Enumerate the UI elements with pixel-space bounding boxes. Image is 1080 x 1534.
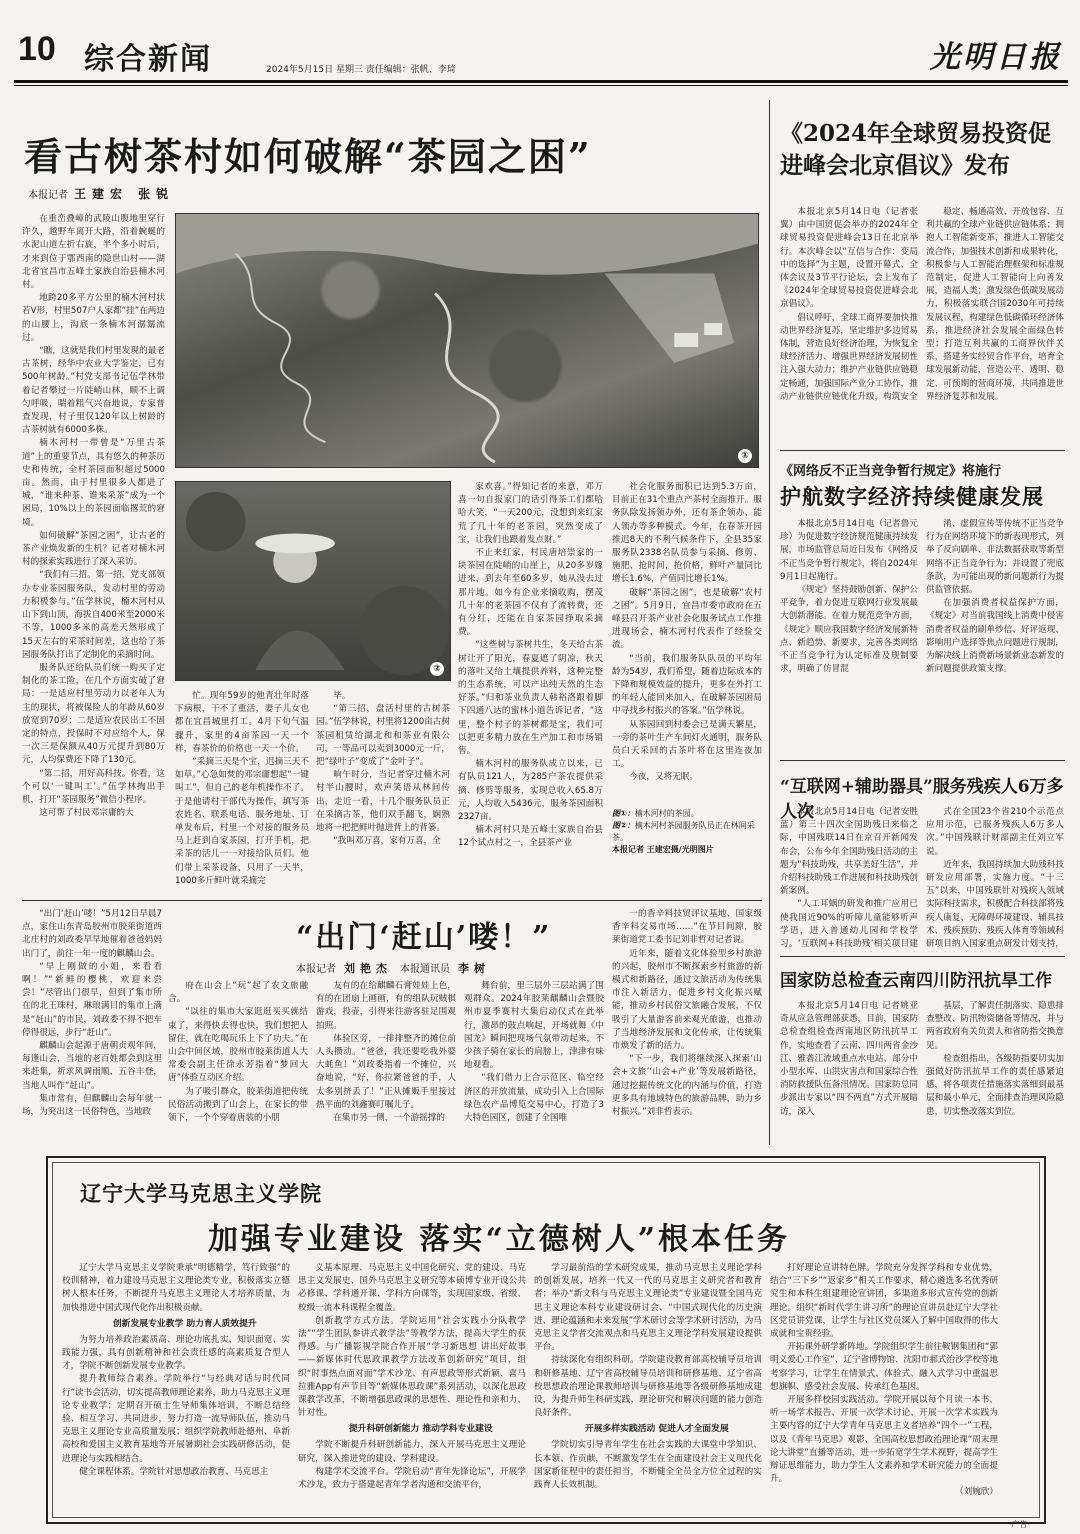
paragraph: 检查组指出，各级防指要切实加强做好防汛抗旱工作的责任感紧迫感，将各项责任措施落实落细到最基层和最小单元，全面排查治理风险隐患，切实整改落实到位。 [926,1053,1064,1117]
brief-divider [780,956,1065,957]
brief-1-headline: 《2024年全球贸易投资促进峰会北京倡议》发布 [780,120,1052,179]
paragraph: 今夜，又将无眠。 [629,772,698,783]
ad-tag: ·广告· [1008,1520,1030,1529]
paragraph: 为了吸引群众，胶莱街道把传统民俗活动搬到了山会上，在家长的带领下，一个个穿着唐装的小朋 [168,1086,308,1124]
paragraph: 构建学术交流平台。学院启动“青年先锋论坛”，开展学术沙龙，致力于搭建起青年学者沟通和交流平台， [298,1466,526,1491]
paragraph: “我叫邓万喜，家有万喜，全 [333,836,441,847]
paragraph: “人工耳蜗的研发和推广应用已使我国近90%的听障儿童能够听声学语，进入普通幼儿园和学校学习。‘互联网+科技助残’相关项目建 [780,899,918,950]
photo-number-1: ① [738,449,752,463]
paragraph: “以往的集市大家逛逛买买就结束了，来得快去得也快，我们想把人留住，就在吃喝玩乐上下了功夫。”在山会中间区域，胶州市胶莱街道人大常委会副主任徐永芳指着“梦回大唐”体验互动区介绍。 [168,1007,308,1084]
paragraph: 体验区旁，一排排整齐的摊位前人头攒动。“爸爸，我还要吃我外婆大蚝鱼！”刘政委指着一个摊位，兴奋地说，“好，你拉紧爸爸的手，人太多别挤丢了！”正从摊贩手里接过热平面的刘鑫赛叮嘱儿子。 [316,1033,456,1110]
paragraph: 近年来，我国持续加大助残科技研发应用部署，实施力度。“十三五”以来，中国残联针对残疾人领域实际科技需求，积极配合科技部将残疾人康复、无障碍环境建设、辅具技术、残疾预防、残疾人体育等领域科研项目纳入国家重点研发计划支持， [926,859,1064,950]
paragraph: 服务队还给队员们统一购买了定制化的茶工险，在几个方面实破了窘局：一是适应村里劳动力以老年人为主的现状，将被保险人的年龄从60岁放宽到70岁；二是适应农民出工不固定的特点，投保时不对应给个人，保一次三是保额从40万元提升到80万元，人均保费还下降了130元。 [22,662,165,766]
paragraph: “瞧，这就是我们村里发现的最老古茶树，经华中农业大学鉴定，已有500年树龄。”村党支部书记伍学林带着记者攀过一片陡峭山林，顺不上调匀呼吸，喘着粗气兴奋地说，专家普查发现，村子里仅120年以上树龄的古茶树就有6000多株。 [22,346,165,436]
paragraph: 楠木河村的服务队成立以来，已有队员121人，为285户茶农提供采摘、修剪等服务，实现总收入65.8万元，人均收入5436元，服务茶园面积2327亩。 [458,759,603,823]
paragraph: 在加强消费者权益保护方面，《规定》对当前我国线上消费中侵害消费者权益的刷单炒信、好评返现、影响用户选择等焦点问题进行规制，为解决线上消费新场景新业态新发的新问题提供政策支撑。 [926,598,1064,675]
paragraph: “采摘三天是个宝，迟摘三天不如草。”心急如焚的邓宗庸想起“一键叫工”，但自己的老年机操作不了。于是他请村干部代为操作，填写茶农姓名、联系电话、服务地址、订单发布后，村里一个对接的服务员马上赶到自家茶园，打开手机，把采茶的活儿一一对接给队员们。他们带上采茶设备，只用了一天半，1000多斤鲜叶就采摘完 [175,757,309,886]
paragraph: “第三招，盘活村里的古树茶园。”伍学林说，村里将1200亩古树茶园租赁给湖北和和茶业有限公司，一等品可以卖到3000元一斤，把“绿叶子”变成了“金叶子”。 [316,704,450,768]
paragraph: “出门‘赶山’喽！”5月12日早晨7点，家住山东青岛胶州市胶莱街道西北庄村的刘政委早早地催着爸爸妈妈出门了，前往一年一度的麒麟山会。 [22,909,162,959]
paragraph: 一的香辛料技贸评议基地、国家级香辛料交易市场……”在节目间隙，胶莱街道党工委书记刘非哲对记者说。 [612,909,762,946]
shan-column-1 [22,908,162,1145]
issue-meta: 2024年5月15日 星期三 责任编辑：张帆、李琦 [266,65,456,75]
brief-4-headline: 国家防总检查云南四川防汛抗旱工作 [780,971,1052,991]
shan-column-2 [168,980,308,1145]
ad-column-3 [534,1262,762,1512]
tea-column-3 [316,690,450,893]
paragraph: 社会化服务面积已达到5.3万亩，目前正在31个重点产茶村全面推开。服务队除发扬领办外，还有茶企领办、能人领办等多种模式。今年，在春茶开园推迟8天的不利气候条件下，全县35家服务队2338名队员参与采摘、修剪、施肥、抢时间，抢价格，鲜叶产量同比增长1.6%，产值同比增长1%。 [612,482,762,585]
paragraph: 忙。现年59岁的他青壮年时落下病根，干不了重活，妻子儿女也都在宜昌城里打工。4月下旬气温骤升，家里的4亩茶园一天一个样，春茶价的价格也一天一个价。 [175,691,309,754]
paragraph: 学院切实引导青年学生在社会实践的大课堂中学知识、长本领、作贡献，不断激发学生在全面建设社会主义现代化国家新征程中的责任担当，不断健全全员全方位全过程的实践育人长效机制。 [534,1440,762,1491]
photo-number-2: ② [430,662,444,676]
paragraph: 为努力培养政治素质高、理论功底扎实、知识面宽、实践能力强，具有创新精神和社会责任感的高素质复合型人才，学院不断创新发展专业教学。 [62,1334,290,1372]
paragraph: 辽宁大学马克思主义学院秉承“明德精学，笃行致强”的校训精神，着力建设马克思主义理论类专业，积极落实立德树人根本任务，不断提升马克思主义理论人才培养质量，为加快推进中国式现代化作出积极贡献。 [62,1263,290,1313]
paragraph: 本报北京5月14日电 记者姚亚奇从应急管理部获悉，目前，国家防总检查组检查西南地区防汛抗旱工作，实地查看了云南、四川两省金沙江、雅砻江流域重点水电站、部分中小型水库、山洪灾害点和国家综合性消防救援队伍备汛情况。国家防总同步派出专家以“四不两直”方式开展暗访，深入 [780,1001,918,1117]
column-divider [769,100,770,1145]
ad-column-1 [62,1262,290,1512]
paragraph: 楠木河村一带曾是“万里古茶道”上的重要节点，具有悠久的种茶历史和传统，全村茶园面积超过5000亩。然而，由于村里很多人都进了城，“谁来种茶、谁来采茶”成为一个困局，10%以上的茶园面临撂荒的窘境。 [22,438,165,528]
paragraph: 楠木河村只是五峰土家族自治县12个试点村之一，全县茶产业 [458,825,603,849]
brief-1-column-right [926,206,1064,446]
page-number: 10 [18,30,56,68]
tea-picker-photo [175,481,451,681]
paragraph: 本报北京5月14日电（记者安胜蓝）第三十四次全国助残日来临之际，中国残联14日在京召开新闻发布会，公布今年全国助残日活动的主题为“科技助残，共享美好生活”，并介绍科技助残工作进展和科技助残创新案例。 [780,807,918,897]
paragraph: 府在山会上“玩”起了农文旅融合。 [168,981,308,1005]
paragraph: 破解“茶园之困”，也是破解“农村之困”。5月9日，宜昌市委市政府在五峰县召开茶产业社会化服务试点工作推进现场会，楠木河村代表作了经验交流。 [612,587,762,651]
paragraph: 友有的在给麒麟石膏娃娃上色，有的在团扇上画画，有的组队玩贼棋游戏，投壶，引得来往游客驻足围观拍照。 [316,981,456,1031]
paragraph: 本报北京5月14日电（记者张翼）由中国贸促会举办的2024年全球贸易投资促进峰会13日在北京举行。本次峰会以“互信与合作：变局中的选择”为主题，设置开幕式、全体会议及3节平行论坛，会上发布了《2024年全球贸易投资促进峰会北京倡议》。 [780,207,918,310]
paragraph: 不止来红家，村民唐培崇家的一块茶园在陡峭的山崖上，从20多岁嫁进来，到去年至60多岁，她从没去过那片地。如今有企业来摘收购，摆茂几十年的老茶园不仅有了流转费，还有分红，还能在自家茶园挣取采摘费。 [458,548,603,638]
signature: （刘婉欣） [955,1487,998,1498]
paragraph: 近年来，随着文化体验型乡村旅游的兴起，胶州市不断探索乡村旅游的新模式和新路径，通过文旅活动为传统集市注入新活力，促进乡村文化振兴赋能，推动乡村民俗文旅融合发展，不仅吸引了大量游客前来观光旅游，也推动了当地经济发展和文化传承，让传统集市焕发了新的活力。 [612,948,762,1052]
paragraph: 家欢喜。”得知记者的来意，邓万喜一句自报家门的话引得茶工们都哈哈大笑，“一天200元，没想到来红家荒了几十年的老茶园，突然变成了宝，让我们也跟着发点财。” [458,482,603,545]
paragraph: 毕。 [333,691,351,701]
paragraph: 淆、虚假宣传等传统不正当竞争行为在网络环境下的新表现形式，列举了反向刷单、非法数据获取等新型网络不正当竞争行为；并设置了兜底条款，为可能出现的新问题新行为提供监管依据。 [926,519,1064,596]
paragraph: “早上刚做的小姐，来看看啊！”“新鲜的樱桃，欢迎来尝尝！”尽管出门很早，但到了集市所在的北王珠村，琳琅满目的集市上满是“赶山”的市民，刘政委不得不把车停得很远，步行“赶山”。 [22,961,162,1038]
caption-2: 图②：楠木河村茶园服务队员正在林间采茶。 [612,821,755,842]
subheading: 创新发展专业教学 助力育人质效提升 [112,1318,257,1329]
paragraph: “当前，我们服务队队员的平均年龄为54岁，我们希望，随着边际成本的下降和规模效益的提升，更多在外打工的年轻人能回来加入，在破解茶园困局中寻找乡村振兴的答案。”伍学林说。 [612,653,762,717]
brief-2-column-right [926,518,1064,750]
paragraph: 麒麟山会起源于唐朝贞观年间，每逢山会，当地的老百姓都会到这里来赶集，祈求风调雨顺、五谷丰登，当地人叫作“赶山”。 [22,1041,162,1091]
paragraph: 在重峦叠嶂的武陵山腹地里穿行许久，越野车离开大路，沿着蜿蜒的水泥山道左折右旋，半个多小时后，才来到位于鄂西南的隐世山村——湖北省宜昌市五峰土家族自治县楠木河村。 [22,214,165,291]
tea-garden-photo [175,213,759,468]
newspaper-masthead: 光明日报 [930,40,1062,75]
shan-column-3 [316,980,456,1145]
shan-column-5 [612,908,762,1145]
brief-3-column-left [780,806,918,952]
brief-3-headline: “互联网+辅助器具”服务残疾人6万多人次 [780,777,1064,822]
tea-column-2 [175,690,309,893]
ad-column-2 [298,1262,526,1512]
paragraph: 学习最前沿的学术研究成果，推动马克思主义理论学科的创新发展，培养一代又一代的马克思主义研究者和教育者；举办“新文科与马克思主义理论类”专业建设暨全国马克思主义理论本科专业建设研讨会、“中国式现代化的历史演进、理论蕴涵和未来发展”学术研讨会等学术研讨活动，为马克思主义学者交流观点和马克思主义理论学科发展建设提供平台。 [534,1263,762,1353]
page-header [14,30,1068,78]
paragraph: 学院不断提升科研创新能力，深入开展马克思主义理论研究，深入推进党的建设、学科建设。 [298,1440,526,1464]
ad-column-4 [770,1262,998,1512]
paragraph: “下一步，我们将继续深入探索‘山会+文旅’‘山会+产业’等发展新路径，通过挖掘传统文化的内涵与价值，打造更多具有地域特色的旅游品牌，助力乡村振兴。”刘非哲表示。 [612,1054,762,1118]
photo-credit: 本报记者 王建宏摄/光明图片 [612,845,714,854]
brief-2-headline: 护航数字经济持续健康发展 [780,484,1044,509]
tea-headline: 看古树茶村如何破解“茶园之困” [24,134,592,179]
advertorial-org: 辽宁大学马克思主义学院 [80,1181,322,1206]
paragraph: 舞台前，里三层外三层站满了围观群众。2024年胶莱麒麟山会暨胶州市夏季赛村大集启动仪式在此举行，激昂的鼓点响起，开场就舞《中国龙》瞬间把现场气氛带动起来，不少孩子骑在家长的肩膀上，津津有味地观看。 [464,981,604,1071]
tea-column-5 [612,481,762,803]
section-divider [22,900,762,901]
paragraph: 如何破解“茶园之困”，让古老的茶产业焕发新的生机？记者对楠木河村的探索实践进行了深入采访。 [22,530,165,568]
brief-4-column-right [926,1000,1064,1142]
paragraph: 晌午时分，当记者穿过楠木河村半山腰时，欢声笑语从林间传出，走近一看，十几个服务队员正在采摘古茶，他们双手翻飞，娴熟地将一把把鲜叶抛进背上的背篓。 [316,770,450,834]
paragraph: 打好理论宣讲特色牌。学院充分发挥学科和专业优势，结合“三下乡”“返家乡”相关工作要求，精心遴选多名优秀研究生和本科生组建理论宣讲团，多渠道多形式宣传党的创新理论。组织“新时代学生讲习所”的理论宣讲员赴辽宁大学社区党员讲党课，让学生与社区党员深入了解中国取得的伟大成就和宝贵经验。 [770,1263,998,1340]
paragraph: 开展多样校园实践活动。学院开展以每个月读一本书、听一场学术报告、开展一次学术讨论、开展一次学术实践为主要内容的辽宁大学青年马克思主义者培养“四个一”工程，以及《青年马克思》观影、全国高校思想政治理论课“周末理论大讲堂”直播等活动，进一步拓宽学生学术视野，提高学生辩证思维能力，助力学生人文素养和学术研究能力的全面提升。 [770,1395,998,1485]
paragraph: 本报北京5月14日电（记者鲁元珍）为促进数字经济规范健康持续发展，市场监管总局近日发布《网络反不正当竞争暂行规定》，将自2024年9月1日起施行。 [780,519,918,582]
paragraph: 稳定、畅通高效、开放包容、互利共赢的全球产业链供应链体系；拥抱人工智能新变革，推进人工智能交流合作，加强技术创新和成果转化，积极参与人工智能治理框架和标准规范制定，促进人工智能向上向善发展，造福人类；激发绿色低碳发展动力，积极落实联合国2030年可持续发展议程，构建绿色低碳循环经济体系，推进经济社会发展全面绿色转型；打造互利共赢的工商界伙伴关系，搭建务实经贸合作平台，培育全球发展新动能，营造公平、透明、稳定、可预期的营商环境，共同推进世界经济复苏和发展。 [926,207,1064,402]
paragraph: 集市常有，但麒麟山会每年就一场，为突出这一民俗特色，当地政 [22,1093,162,1118]
photo-captions [612,808,762,856]
paragraph: 基层，了解责任制落实、隐患排查整改、防汛物资储备等情况，并与两省政府有关负责人和省防指交换意见。 [926,1001,1064,1051]
subheading: 提升科研创新能力 推动学科专业建设 [348,1424,493,1435]
paragraph: “我们有三招。第一招，党支部领办专业茶园服务队，发动村里的劳动力积极参与。”伍学林说，楠木河村从山下到山顶，海拔自400米至2000米不等，1000多米的高差天然形成了15天左右的采茶时间差，这也给了茶园服务队打出了定制化的采摘时间。 [22,570,165,660]
tea-byline: 本报记者 王建宏 张锐 [28,187,175,201]
tea-column-4 [458,481,603,893]
brief-2-kicker: 《网络反不正当竞争暂行规定》将施行 [780,464,1002,479]
shan-byline: 本报记者 刘艳杰 本报通讯员 李树 [296,962,490,975]
paragraph: 从茶园回到村委会已是满天繁星，一旁的茶叶生产车间灯火通明，服务队员白天采回的古茶叶将在这里连夜加工。 [612,719,762,770]
paragraph: 《规定》坚持鼓励创新、保护公平竞争，着力促进互联网行业发展最大创新潜能。在着力规范竞争方面，《规定》顺应我国数字经济发展新特点、新趋势、新要求，完善各类网络不正当竞争行为认定标准及规制要求，明确了仿冒混 [780,585,918,675]
paragraph: 式在全国23个省210个示范点应用示范，已服务残疾人6万多人次。”中国残联计财部副主任刘立军说。 [926,807,1064,857]
paragraph: “这些树与茶树共生，冬天给古茶树让开了阳光，春夏遮了阴凉，秋天的落叶又给土壤提供养料，这种完整的生态系统，可以产出纯天然的生态好茶。”归和茶业负责人韩裕洛跟着脚下四通八达的蜜林小道告诉记者，“这里，整个村子的茶树都是宝，我们可以把更多精力放在生产加工和市场销售。 [458,640,603,757]
paragraph: 这可帮了村民邓宗庸的大 [39,808,134,819]
paragraph: 健全课程体系。学院针对思想政治教育、马克思主 [79,1466,269,1477]
brief-divider [780,450,1065,451]
brief-2-column-left [780,518,918,750]
section-title: 综合新闻 [84,42,212,77]
header-rule [14,80,1068,83]
paragraph: “第二招，用好高科技。你看，这个可以‘一键叫工’。”伍学林掏出手机，打开“茶园服务”微信小程序。 [22,768,165,805]
paragraph: 创新教学方式方法。学院运用“社会实践小分队教学法”“学生团队参讲式教学法”等教学方法，提高大学生的获得感。与广播影视学院合作开展“学习新思想 讲出好故事——新媒体时代思政课教学方法改革创新研究”项目，组织“时事热点面对面”学术沙龙、有声思政等形式新颖、喜马拉雅App有声节目等“新媒体思政课”系列活动，以深化思政课教学改革，不断增强思政课的思想性、理论性和亲和力、针对性。 [298,1315,526,1419]
paragraph: 提升教师综合素养。学院举行“与经典对话与时代同行”读书会活动，切实提高教师理论素养，助力马克思主义理论专业教学；定期召开硕士生导师集体培训，不断总结经验、相互学习、共同进步，努力打造一流导师队伍，推动马克思主义理论专业高质量发展；组织学院教师赴德州、阜新高校和爱国主义教育基地等开展暑期社会实践研修活动，促进理论与实践相结合。 [62,1374,290,1464]
paragraph: 在集市另一侧，一个游摇撑的 [333,1113,445,1124]
paragraph: 义基本原理、马克思主义中国化研究、党的建设、马克思主义发展史、国外马克思主义研究等本硕博专业开设公共必修课、学科通开课、学科方向课等，实现国家级、省级、校级一流本科课程全覆盖。 [298,1263,526,1313]
paragraph: 开拓课外研学新阵地。学院组织学生前往鞍钢集团和“郭明义爱心工作室”、辽宁省博物馆、沈阳市郝式治沙学校等地考察学习，让学生在情景式、体验式、融入式学习中重温思想旗帜、感受社会发展、传承红色基因。 [770,1342,998,1392]
brief-4-column-left [780,1000,918,1142]
subheading: 开展多样实践活动 促进人才全面发展 [584,1424,729,1435]
brief-3-column-right [926,806,1064,952]
paragraph: “我们借力上合示范区、临空经济区的开放流量，成功引入上合国际绿色农产品博览交易中心，打造了3大特色园区，创建了全国唯 [464,1073,604,1124]
shan-column-4 [464,980,604,1145]
paragraph: 持续深化有组织科研。学院建设教育部高校辅导员培训和研修基地、辽宁省高校辅导员培训和研修基地、辽宁省高校思想政治理论课教师培训与研修基地等各级研修基地成建设，为提升师生科研实践、理论研究和解决问题的能力创造良好条件。 [534,1355,762,1419]
shan-headline: “出门‘赶山’喽！” [296,920,552,955]
paragraph: 地跨20多平方公里的楠木河村状若V形，村里507户人家都“挂”在两边的山腰上，沟底一条楠木河潺潺流过。 [22,293,165,343]
brief-1-column-left [780,206,918,446]
caption-1: 图①：楠木河村的茶园。 [612,809,699,818]
brief-divider [780,760,1065,761]
header-rule-thin [14,85,1068,86]
advertorial-title: 加强专业建设 落实“立德树人”根本任务 [208,1222,790,1257]
tea-column-1 [22,213,165,893]
paragraph: 倡议呼吁，全球工商界要加快推动世界经济复苏，坚定维护多边贸易体制，营造良好经济治理，为恢复全球经济活力、增强世界经济发展韧性注入强大动力；维护产业链供应链稳定畅通，加强国际产业分工协作，推动产业链供应链优化升级，构筑安全 [780,312,918,402]
